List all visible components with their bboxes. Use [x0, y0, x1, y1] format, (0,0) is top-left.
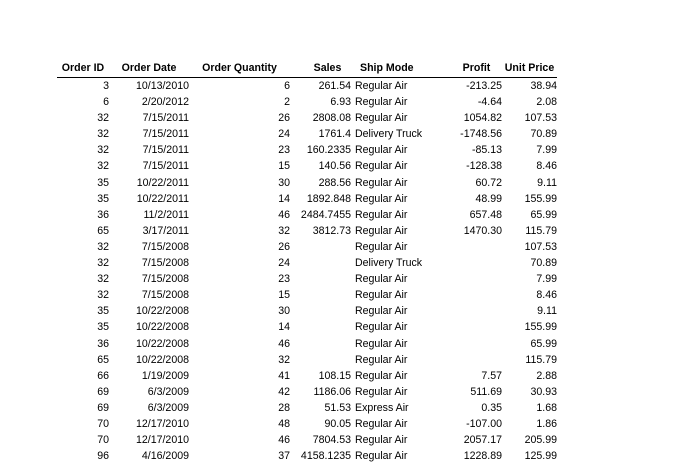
cell-order-quantity: 48	[189, 416, 290, 432]
cell-unit-price: 7.99	[502, 271, 557, 287]
table-row	[57, 352, 557, 368]
cell-unit-price: 70.89	[502, 126, 557, 142]
cell-order-id: 65	[57, 223, 109, 239]
cell-sales: 7804.53	[290, 432, 351, 448]
cell-order-id: 65	[57, 352, 109, 368]
cell-order-quantity: 14	[189, 319, 290, 335]
cell-order-date: 7/15/2008	[109, 239, 189, 255]
cell-sales: 51.53	[290, 400, 351, 416]
column-header-order-quantity: Order Quantity	[189, 60, 290, 78]
cell-order-quantity: 30	[189, 303, 290, 319]
cell-profit	[451, 352, 502, 368]
table-row	[57, 223, 557, 239]
cell-order-quantity: 26	[189, 110, 290, 126]
cell-ship-mode: Regular Air	[351, 271, 451, 287]
cell-unit-price: 107.53	[502, 239, 557, 255]
cell-order-date: 3/17/2011	[109, 223, 189, 239]
cell-profit: 2057.17	[451, 432, 502, 448]
cell-profit	[451, 271, 502, 287]
cell-order-date: 7/15/2011	[109, 126, 189, 142]
cell-ship-mode: Regular Air	[351, 110, 451, 126]
cell-order-date: 1/19/2009	[109, 368, 189, 384]
cell-unit-price: 7.99	[502, 142, 557, 158]
cell-order-quantity: 32	[189, 352, 290, 368]
cell-ship-mode: Regular Air	[351, 432, 451, 448]
cell-unit-price: 38.94	[502, 78, 557, 95]
cell-ship-mode: Regular Air	[351, 287, 451, 303]
cell-order-quantity: 24	[189, 255, 290, 271]
cell-order-quantity: 46	[189, 432, 290, 448]
table-row	[57, 158, 557, 174]
table-row	[57, 142, 557, 158]
cell-sales: 2484.7455	[290, 207, 351, 223]
cell-order-date: 7/15/2008	[109, 287, 189, 303]
table-row	[57, 110, 557, 126]
table-row	[57, 368, 557, 384]
cell-sales: 4158.1235	[290, 448, 351, 464]
cell-sales: 3812.73	[290, 223, 351, 239]
table-row	[57, 287, 557, 303]
cell-sales	[290, 336, 351, 352]
cell-order-quantity: 41	[189, 368, 290, 384]
cell-sales: 2808.08	[290, 110, 351, 126]
cell-order-date: 10/22/2008	[109, 336, 189, 352]
cell-unit-price: 2.88	[502, 368, 557, 384]
cell-unit-price: 65.99	[502, 207, 557, 223]
cell-order-date: 7/15/2008	[109, 271, 189, 287]
cell-order-id: 35	[57, 175, 109, 191]
cell-profit: 1470.30	[451, 223, 502, 239]
cell-order-date: 12/17/2010	[109, 432, 189, 448]
cell-order-date: 11/2/2011	[109, 207, 189, 223]
cell-order-date: 10/22/2011	[109, 191, 189, 207]
cell-unit-price: 155.99	[502, 191, 557, 207]
table-row	[57, 432, 557, 448]
cell-order-date: 6/3/2009	[109, 400, 189, 416]
cell-sales: 1761.4	[290, 126, 351, 142]
table-row	[57, 303, 557, 319]
column-header-unit-price: Unit Price	[502, 60, 557, 78]
cell-ship-mode: Regular Air	[351, 142, 451, 158]
cell-order-quantity: 6	[189, 78, 290, 95]
cell-unit-price: 9.11	[502, 175, 557, 191]
cell-order-quantity: 15	[189, 158, 290, 174]
cell-sales: 108.15	[290, 368, 351, 384]
column-header-profit: Profit	[451, 60, 502, 78]
table-row	[57, 191, 557, 207]
cell-order-id: 70	[57, 416, 109, 432]
table-row	[57, 448, 557, 464]
cell-order-id: 70	[57, 432, 109, 448]
cell-profit: 1054.82	[451, 110, 502, 126]
cell-order-id: 32	[57, 287, 109, 303]
cell-profit	[451, 336, 502, 352]
cell-sales	[290, 352, 351, 368]
cell-order-quantity: 46	[189, 336, 290, 352]
cell-ship-mode: Delivery Truck	[351, 126, 451, 142]
cell-ship-mode: Regular Air	[351, 416, 451, 432]
cell-unit-price: 8.46	[502, 287, 557, 303]
cell-profit: 511.69	[451, 384, 502, 400]
cell-order-id: 32	[57, 158, 109, 174]
cell-profit: 1228.89	[451, 448, 502, 464]
table-row	[57, 255, 557, 271]
cell-unit-price: 8.46	[502, 158, 557, 174]
cell-order-id: 35	[57, 319, 109, 335]
cell-ship-mode: Regular Air	[351, 175, 451, 191]
cell-order-date: 7/15/2011	[109, 110, 189, 126]
cell-order-id: 35	[57, 303, 109, 319]
cell-ship-mode: Express Air	[351, 400, 451, 416]
cell-order-id: 36	[57, 336, 109, 352]
table-row	[57, 207, 557, 223]
cell-sales: 261.54	[290, 78, 351, 95]
table-row	[57, 271, 557, 287]
cell-order-quantity: 24	[189, 126, 290, 142]
cell-ship-mode: Regular Air	[351, 207, 451, 223]
cell-order-date: 7/15/2008	[109, 255, 189, 271]
cell-order-id: 32	[57, 271, 109, 287]
cell-order-id: 32	[57, 255, 109, 271]
cell-order-quantity: 28	[189, 400, 290, 416]
cell-order-id: 6	[57, 94, 109, 110]
cell-sales	[290, 287, 351, 303]
cell-ship-mode: Regular Air	[351, 94, 451, 110]
cell-unit-price: 115.79	[502, 352, 557, 368]
cell-ship-mode: Regular Air	[351, 303, 451, 319]
cell-sales: 6.93	[290, 94, 351, 110]
cell-sales	[290, 319, 351, 335]
cell-order-quantity: 15	[189, 287, 290, 303]
cell-profit: 48.99	[451, 191, 502, 207]
cell-sales: 288.56	[290, 175, 351, 191]
cell-ship-mode: Regular Air	[351, 158, 451, 174]
cell-ship-mode: Regular Air	[351, 448, 451, 464]
cell-unit-price: 30.93	[502, 384, 557, 400]
cell-unit-price: 205.99	[502, 432, 557, 448]
cell-sales: 160.2335	[290, 142, 351, 158]
cell-order-date: 10/22/2008	[109, 319, 189, 335]
cell-profit	[451, 319, 502, 335]
orders-sheet	[57, 60, 557, 464]
cell-order-quantity: 23	[189, 271, 290, 287]
header-row	[57, 60, 557, 78]
column-header-ship-mode: Ship Mode	[351, 60, 451, 78]
table-row	[57, 78, 557, 95]
cell-order-id: 32	[57, 126, 109, 142]
cell-unit-price: 1.86	[502, 416, 557, 432]
table-row	[57, 400, 557, 416]
table-row	[57, 319, 557, 335]
cell-profit: 60.72	[451, 175, 502, 191]
cell-profit	[451, 255, 502, 271]
table-row	[57, 126, 557, 142]
cell-order-id: 35	[57, 191, 109, 207]
cell-order-id: 36	[57, 207, 109, 223]
table-row	[57, 239, 557, 255]
cell-order-id: 32	[57, 239, 109, 255]
orders-table	[57, 60, 557, 464]
cell-sales	[290, 271, 351, 287]
column-header-order-id: Order ID	[57, 60, 109, 78]
cell-ship-mode: Regular Air	[351, 384, 451, 400]
cell-ship-mode: Regular Air	[351, 78, 451, 95]
cell-ship-mode: Regular Air	[351, 191, 451, 207]
cell-profit: -128.38	[451, 158, 502, 174]
cell-ship-mode: Regular Air	[351, 319, 451, 335]
cell-ship-mode: Regular Air	[351, 239, 451, 255]
cell-profit: 0.35	[451, 400, 502, 416]
cell-order-quantity: 26	[189, 239, 290, 255]
cell-profit: 7.57	[451, 368, 502, 384]
cell-profit: -4.64	[451, 94, 502, 110]
cell-order-date: 6/3/2009	[109, 384, 189, 400]
cell-profit: 657.48	[451, 207, 502, 223]
cell-sales: 90.05	[290, 416, 351, 432]
cell-sales: 1892.848	[290, 191, 351, 207]
cell-order-quantity: 23	[189, 142, 290, 158]
cell-order-id: 96	[57, 448, 109, 464]
cell-order-quantity: 2	[189, 94, 290, 110]
cell-ship-mode: Regular Air	[351, 336, 451, 352]
cell-unit-price: 155.99	[502, 319, 557, 335]
cell-unit-price: 2.08	[502, 94, 557, 110]
cell-order-date: 12/17/2010	[109, 416, 189, 432]
cell-profit: -1748.56	[451, 126, 502, 142]
cell-unit-price: 1.68	[502, 400, 557, 416]
column-header-order-date: Order Date	[109, 60, 189, 78]
cell-sales	[290, 255, 351, 271]
cell-order-quantity: 46	[189, 207, 290, 223]
cell-order-date: 7/15/2011	[109, 158, 189, 174]
cell-unit-price: 115.79	[502, 223, 557, 239]
cell-order-quantity: 37	[189, 448, 290, 464]
cell-profit: -107.00	[451, 416, 502, 432]
table-body	[57, 78, 557, 464]
table-row	[57, 94, 557, 110]
table-row	[57, 175, 557, 191]
column-header-sales: Sales	[290, 60, 351, 78]
cell-order-id: 66	[57, 368, 109, 384]
cell-unit-price: 65.99	[502, 336, 557, 352]
cell-order-quantity: 14	[189, 191, 290, 207]
cell-unit-price: 9.11	[502, 303, 557, 319]
cell-unit-price: 125.99	[502, 448, 557, 464]
cell-order-id: 69	[57, 400, 109, 416]
cell-order-quantity: 32	[189, 223, 290, 239]
cell-order-date: 10/13/2010	[109, 78, 189, 95]
cell-order-date: 10/22/2011	[109, 175, 189, 191]
cell-order-date: 2/20/2012	[109, 94, 189, 110]
cell-profit	[451, 239, 502, 255]
cell-profit	[451, 287, 502, 303]
cell-order-id: 32	[57, 142, 109, 158]
cell-order-date: 4/16/2009	[109, 448, 189, 464]
cell-ship-mode: Regular Air	[351, 223, 451, 239]
cell-sales	[290, 303, 351, 319]
table-row	[57, 336, 557, 352]
cell-ship-mode: Regular Air	[351, 368, 451, 384]
cell-sales	[290, 239, 351, 255]
cell-order-id: 32	[57, 110, 109, 126]
cell-profit: -85.13	[451, 142, 502, 158]
cell-order-quantity: 30	[189, 175, 290, 191]
table-row	[57, 416, 557, 432]
cell-ship-mode: Delivery Truck	[351, 255, 451, 271]
cell-unit-price: 107.53	[502, 110, 557, 126]
cell-order-id: 3	[57, 78, 109, 95]
cell-sales: 140.56	[290, 158, 351, 174]
table-row	[57, 384, 557, 400]
cell-order-date: 10/22/2008	[109, 303, 189, 319]
cell-order-quantity: 42	[189, 384, 290, 400]
cell-unit-price: 70.89	[502, 255, 557, 271]
cell-profit	[451, 303, 502, 319]
cell-profit: -213.25	[451, 78, 502, 95]
cell-sales: 1186.06	[290, 384, 351, 400]
cell-order-date: 7/15/2011	[109, 142, 189, 158]
cell-order-date: 10/22/2008	[109, 352, 189, 368]
cell-order-id: 69	[57, 384, 109, 400]
cell-ship-mode: Regular Air	[351, 352, 451, 368]
